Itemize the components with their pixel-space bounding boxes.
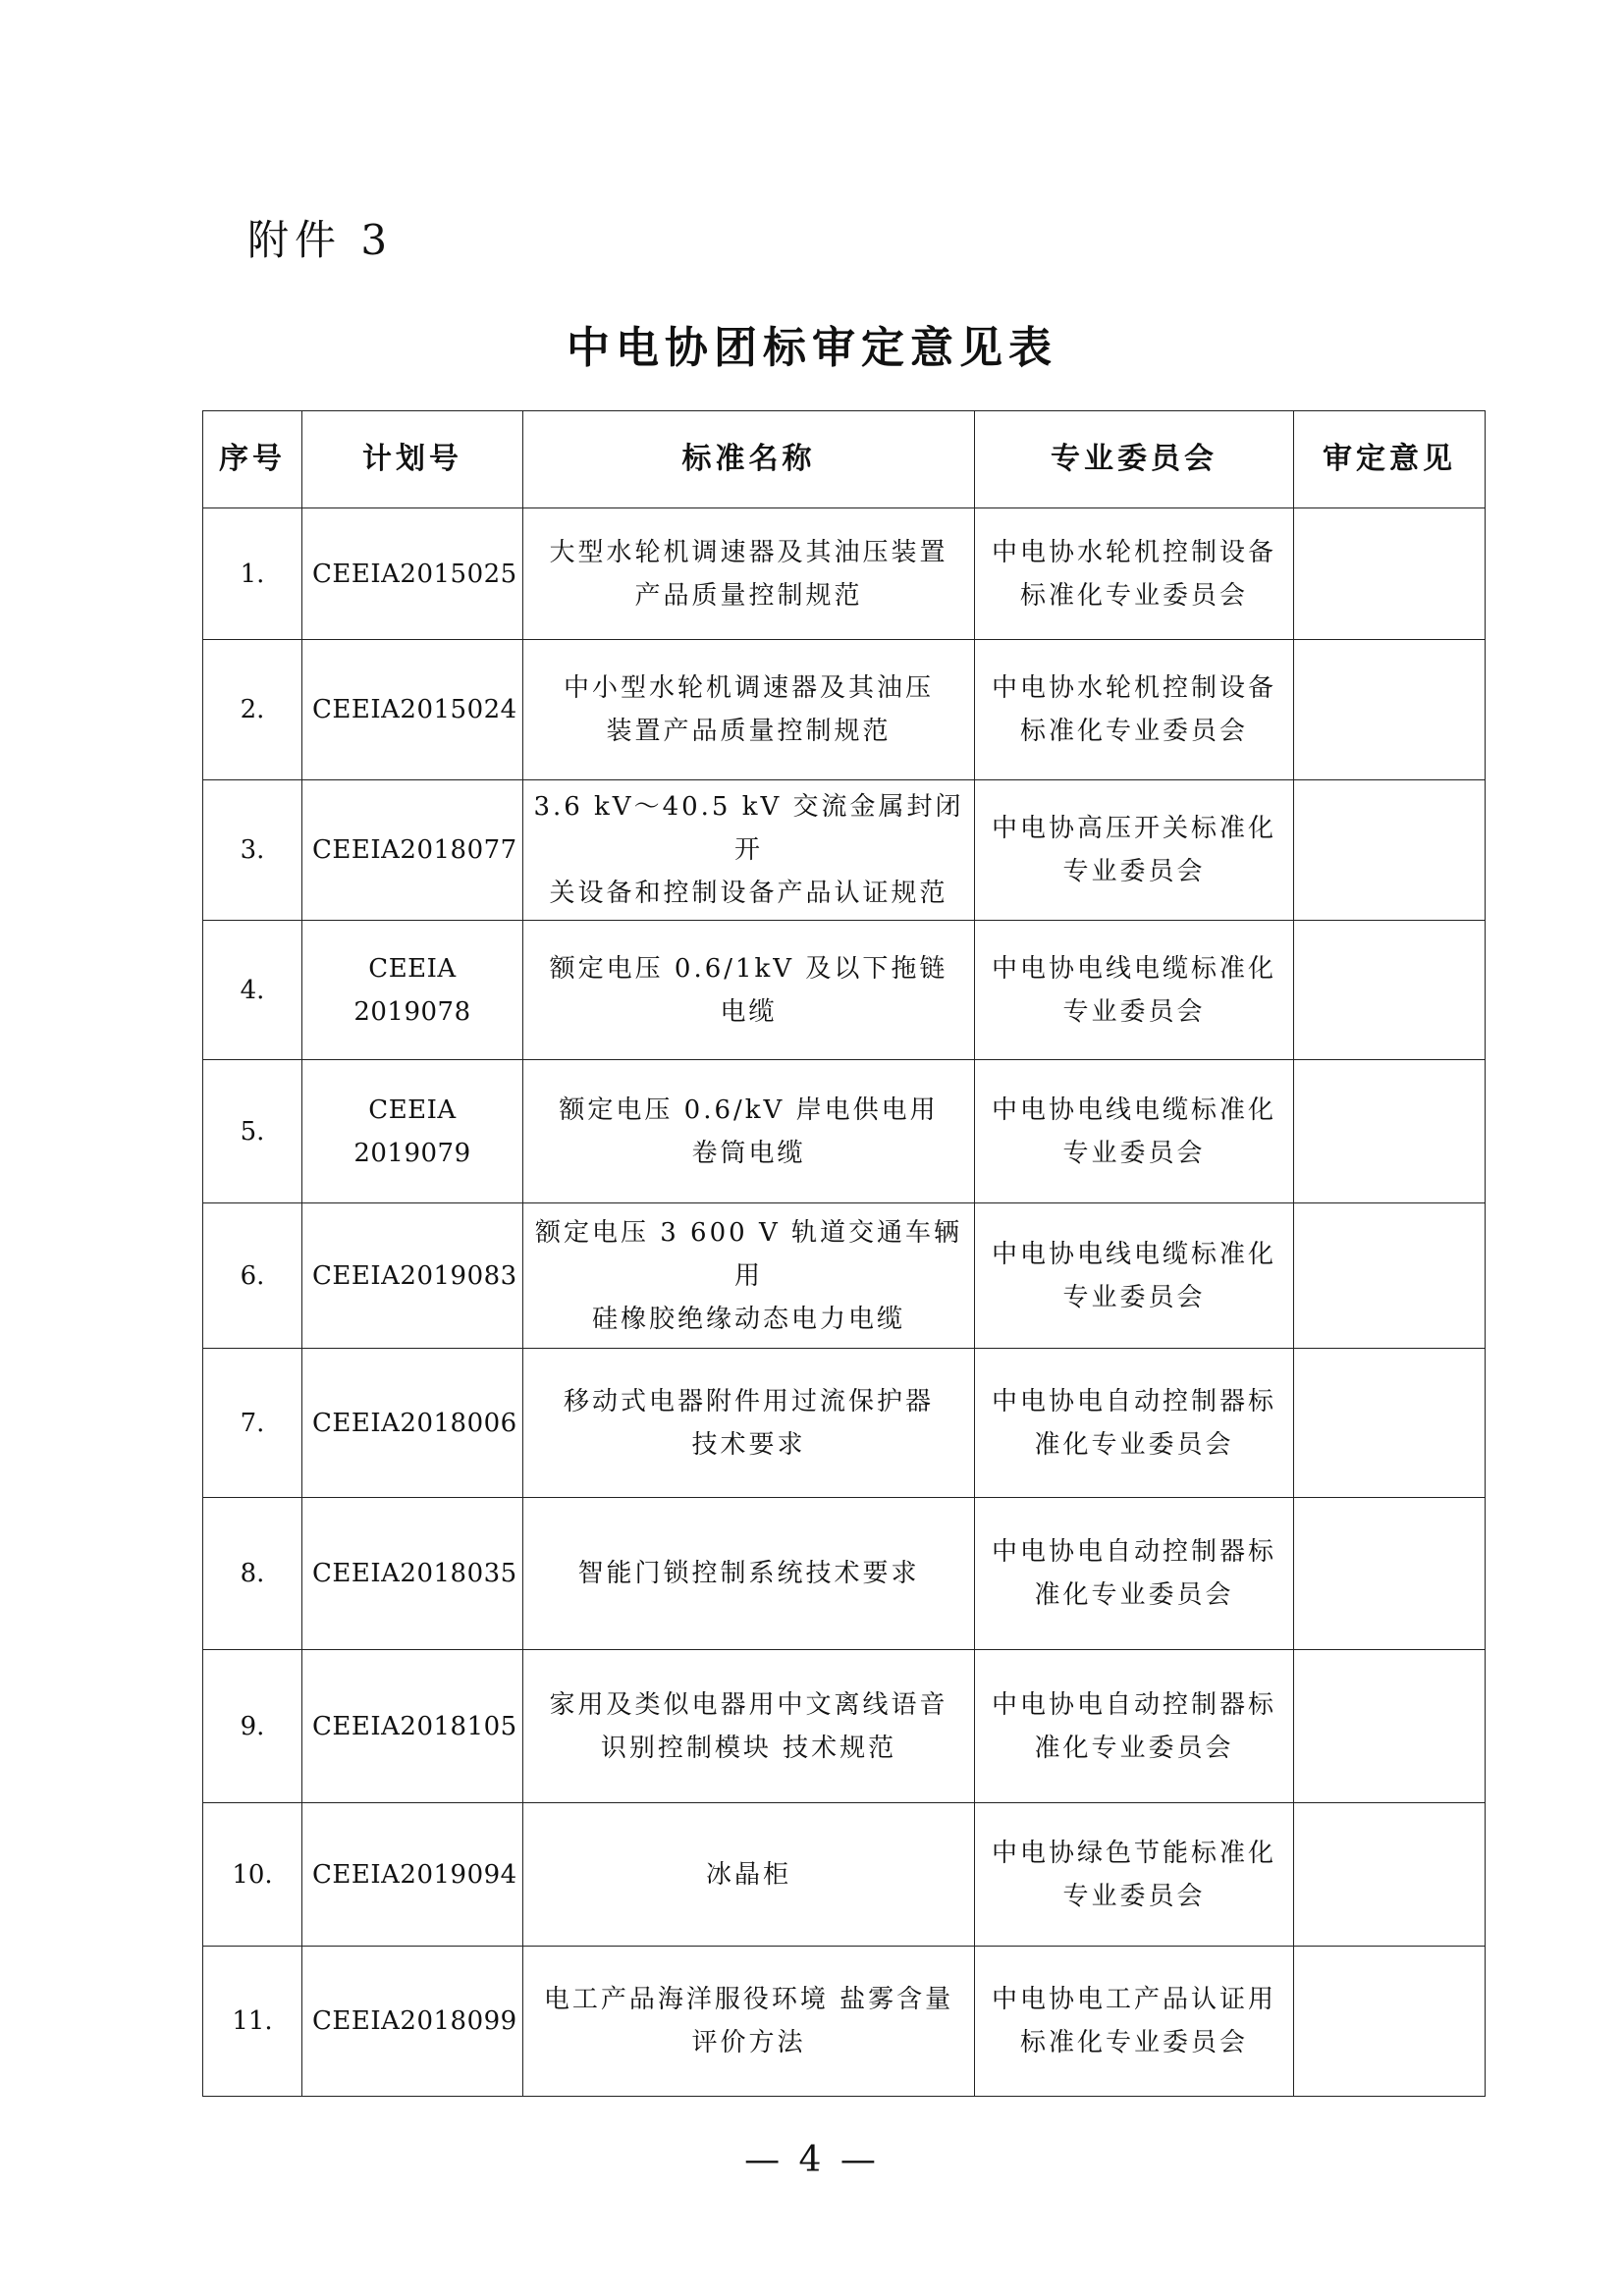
cell-index: 7. [203, 1349, 302, 1498]
cell-standard-name [523, 640, 975, 780]
cell-committee-line: 中电协电工产品认证用 [991, 1985, 1276, 2014]
cell-committee [975, 1203, 1294, 1349]
cell-index: 6. [203, 1203, 302, 1349]
cell-committee [975, 1498, 1294, 1650]
cell-committee-line: 中电协电自动控制器标 [991, 1537, 1276, 1567]
table-row [203, 1650, 1486, 1803]
cell-plan-number: CEEIA2019094 [302, 1803, 523, 1947]
cell-committee [975, 1803, 1294, 1947]
header-committee: 专业委员会 [975, 411, 1294, 508]
cell-opinion [1294, 508, 1486, 640]
cell-standard-name-line: 评价方法 [691, 2028, 806, 2057]
cell-standard-name [523, 1650, 975, 1803]
cell-committee [975, 1349, 1294, 1498]
cell-standard-name-line: 冰晶柜 [705, 1859, 791, 1890]
cell-committee-line: 中电协电自动控制器标 [991, 1689, 1276, 1720]
table-body [203, 508, 1486, 2097]
cell-plan-number: CEEIA 2019078 [302, 921, 523, 1060]
cell-standard-name-line: 电缆 [720, 996, 778, 1027]
table-row [203, 640, 1486, 780]
cell-standard-name-line: 额定电压 0.6/1kV 及以下拖链 [549, 953, 948, 984]
cell-standard-name-line: 识别控制模块 技术规范 [600, 1733, 897, 1763]
cell-standard-name-line: 技术要求 [691, 1429, 806, 1460]
cell-index: 1. [203, 508, 302, 640]
cell-opinion [1294, 1203, 1486, 1349]
cell-standard-name-line: 额定电压 3 600 V 轨道交通车辆用 [534, 1217, 962, 1291]
table-row [203, 1498, 1486, 1650]
cell-committee-line: 中电协电线电缆标准化 [991, 1095, 1276, 1125]
cell-committee-line: 标准化专业委员会 [1019, 580, 1248, 611]
cell-committee-line: 中电协水轮机控制设备 [991, 673, 1276, 703]
cell-plan-number: CEEIA2015024 [302, 640, 523, 780]
cell-standard-name [523, 1060, 975, 1203]
cell-committee [975, 1060, 1294, 1203]
document-title: 中电协团标审定意见表 [567, 323, 1057, 373]
review-opinion-table [202, 410, 1486, 2097]
cell-committee-line: 中电协绿色节能标准化 [991, 1838, 1276, 1868]
cell-standard-name-line: 电工产品海洋服役环境 盐雾含量 [543, 1985, 954, 2014]
cell-committee-line: 中电协水轮机控制设备 [991, 537, 1276, 567]
cell-opinion [1294, 921, 1486, 1060]
table-row [203, 780, 1486, 921]
cell-index: 9. [203, 1650, 302, 1803]
cell-plan-number: CEEIA2019083 [302, 1203, 523, 1349]
cell-committee-line: 中电协高压开关标准化 [991, 814, 1276, 843]
cell-standard-name-line: 产品质量控制规范 [634, 580, 863, 611]
cell-standard-name [523, 780, 975, 921]
cell-committee-line: 专业委员会 [1062, 857, 1206, 886]
cell-plan-number: CEEIA2018105 [302, 1650, 523, 1803]
cell-standard-name-line: 卷筒电缆 [691, 1138, 806, 1168]
table-row [203, 1203, 1486, 1349]
cell-opinion [1294, 1803, 1486, 1947]
page-number: — 4 — [744, 2140, 880, 2180]
cell-opinion [1294, 1498, 1486, 1650]
cell-plan-number: CEEIA2018099 [302, 1947, 523, 2097]
cell-committee-line: 标准化专业委员会 [1019, 2028, 1248, 2057]
cell-standard-name-line: 移动式电器附件用过流保护器 [563, 1386, 934, 1416]
table-row [203, 508, 1486, 640]
cell-standard-name-line: 硅橡胶绝缘动态电力电缆 [591, 1304, 905, 1334]
cell-index: 3. [203, 780, 302, 921]
cell-standard-name [523, 1803, 975, 1947]
cell-committee [975, 780, 1294, 921]
cell-standard-name-line: 智能门锁控制系统技术要求 [577, 1559, 920, 1588]
cell-standard-name-line: 关设备和控制设备产品认证规范 [549, 879, 948, 908]
table-row [203, 1947, 1486, 2097]
cell-committee [975, 508, 1294, 640]
cell-standard-name-line: 额定电压 0.6/kV 岸电供电用 [559, 1095, 939, 1125]
cell-opinion [1294, 1349, 1486, 1498]
table-row [203, 1349, 1486, 1498]
cell-standard-name-line: 装置产品质量控制规范 [606, 717, 892, 746]
cell-committee-line: 中电协电线电缆标准化 [991, 1239, 1276, 1269]
cell-plan-number: CEEIA 2019079 [302, 1060, 523, 1203]
cell-committee-line: 中电协电自动控制器标 [991, 1386, 1276, 1416]
cell-standard-name [523, 1203, 975, 1349]
cell-opinion [1294, 1650, 1486, 1803]
cell-index: 4. [203, 921, 302, 1060]
cell-committee-line: 标准化专业委员会 [1019, 717, 1248, 746]
cell-index: 10. [203, 1803, 302, 1947]
cell-committee-line: 专业委员会 [1062, 1881, 1206, 1911]
cell-committee-line: 准化专业委员会 [1034, 1733, 1234, 1763]
table-row [203, 921, 1486, 1060]
cell-opinion [1294, 1060, 1486, 1203]
cell-opinion [1294, 780, 1486, 921]
cell-committee-line: 中电协电线电缆标准化 [991, 953, 1276, 984]
cell-standard-name-line: 中小型水轮机调速器及其油压 [563, 673, 934, 703]
cell-opinion [1294, 640, 1486, 780]
cell-committee [975, 1650, 1294, 1803]
cell-committee-line: 专业委员会 [1062, 1138, 1206, 1168]
cell-plan-number: CEEIA2018077 [302, 780, 523, 921]
cell-index: 2. [203, 640, 302, 780]
table-header-row [203, 411, 1486, 508]
cell-plan-number: CEEIA2018035 [302, 1498, 523, 1650]
cell-committee [975, 640, 1294, 780]
cell-opinion [1294, 1947, 1486, 2097]
cell-standard-name [523, 1349, 975, 1498]
cell-index: 11. [203, 1947, 302, 2097]
header-standard-name: 标准名称 [523, 411, 975, 508]
header-plan-number: 计划号 [302, 411, 523, 508]
header-index: 序号 [203, 411, 302, 508]
cell-committee-line: 专业委员会 [1062, 996, 1206, 1027]
table-row [203, 1060, 1486, 1203]
cell-committee-line: 准化专业委员会 [1034, 1580, 1234, 1610]
cell-standard-name [523, 508, 975, 640]
cell-standard-name [523, 1947, 975, 2097]
cell-standard-name [523, 1498, 975, 1650]
cell-plan-number: CEEIA2015025 [302, 508, 523, 640]
cell-committee [975, 1947, 1294, 2097]
table-row [203, 1803, 1486, 1947]
cell-standard-name-line: 大型水轮机调速器及其油压装置 [549, 537, 948, 567]
attachment-label: 附件 3 [247, 216, 394, 264]
cell-standard-name-line: 3.6 kV～40.5 kV 交流金属封闭开 [533, 792, 964, 865]
header-opinion: 审定意见 [1294, 411, 1486, 508]
cell-index: 8. [203, 1498, 302, 1650]
cell-committee-line: 准化专业委员会 [1034, 1429, 1234, 1460]
cell-committee-line: 专业委员会 [1062, 1282, 1206, 1312]
cell-index: 5. [203, 1060, 302, 1203]
cell-standard-name [523, 921, 975, 1060]
cell-committee [975, 921, 1294, 1060]
cell-plan-number: CEEIA2018006 [302, 1349, 523, 1498]
cell-standard-name-line: 家用及类似电器用中文离线语音 [549, 1689, 948, 1720]
